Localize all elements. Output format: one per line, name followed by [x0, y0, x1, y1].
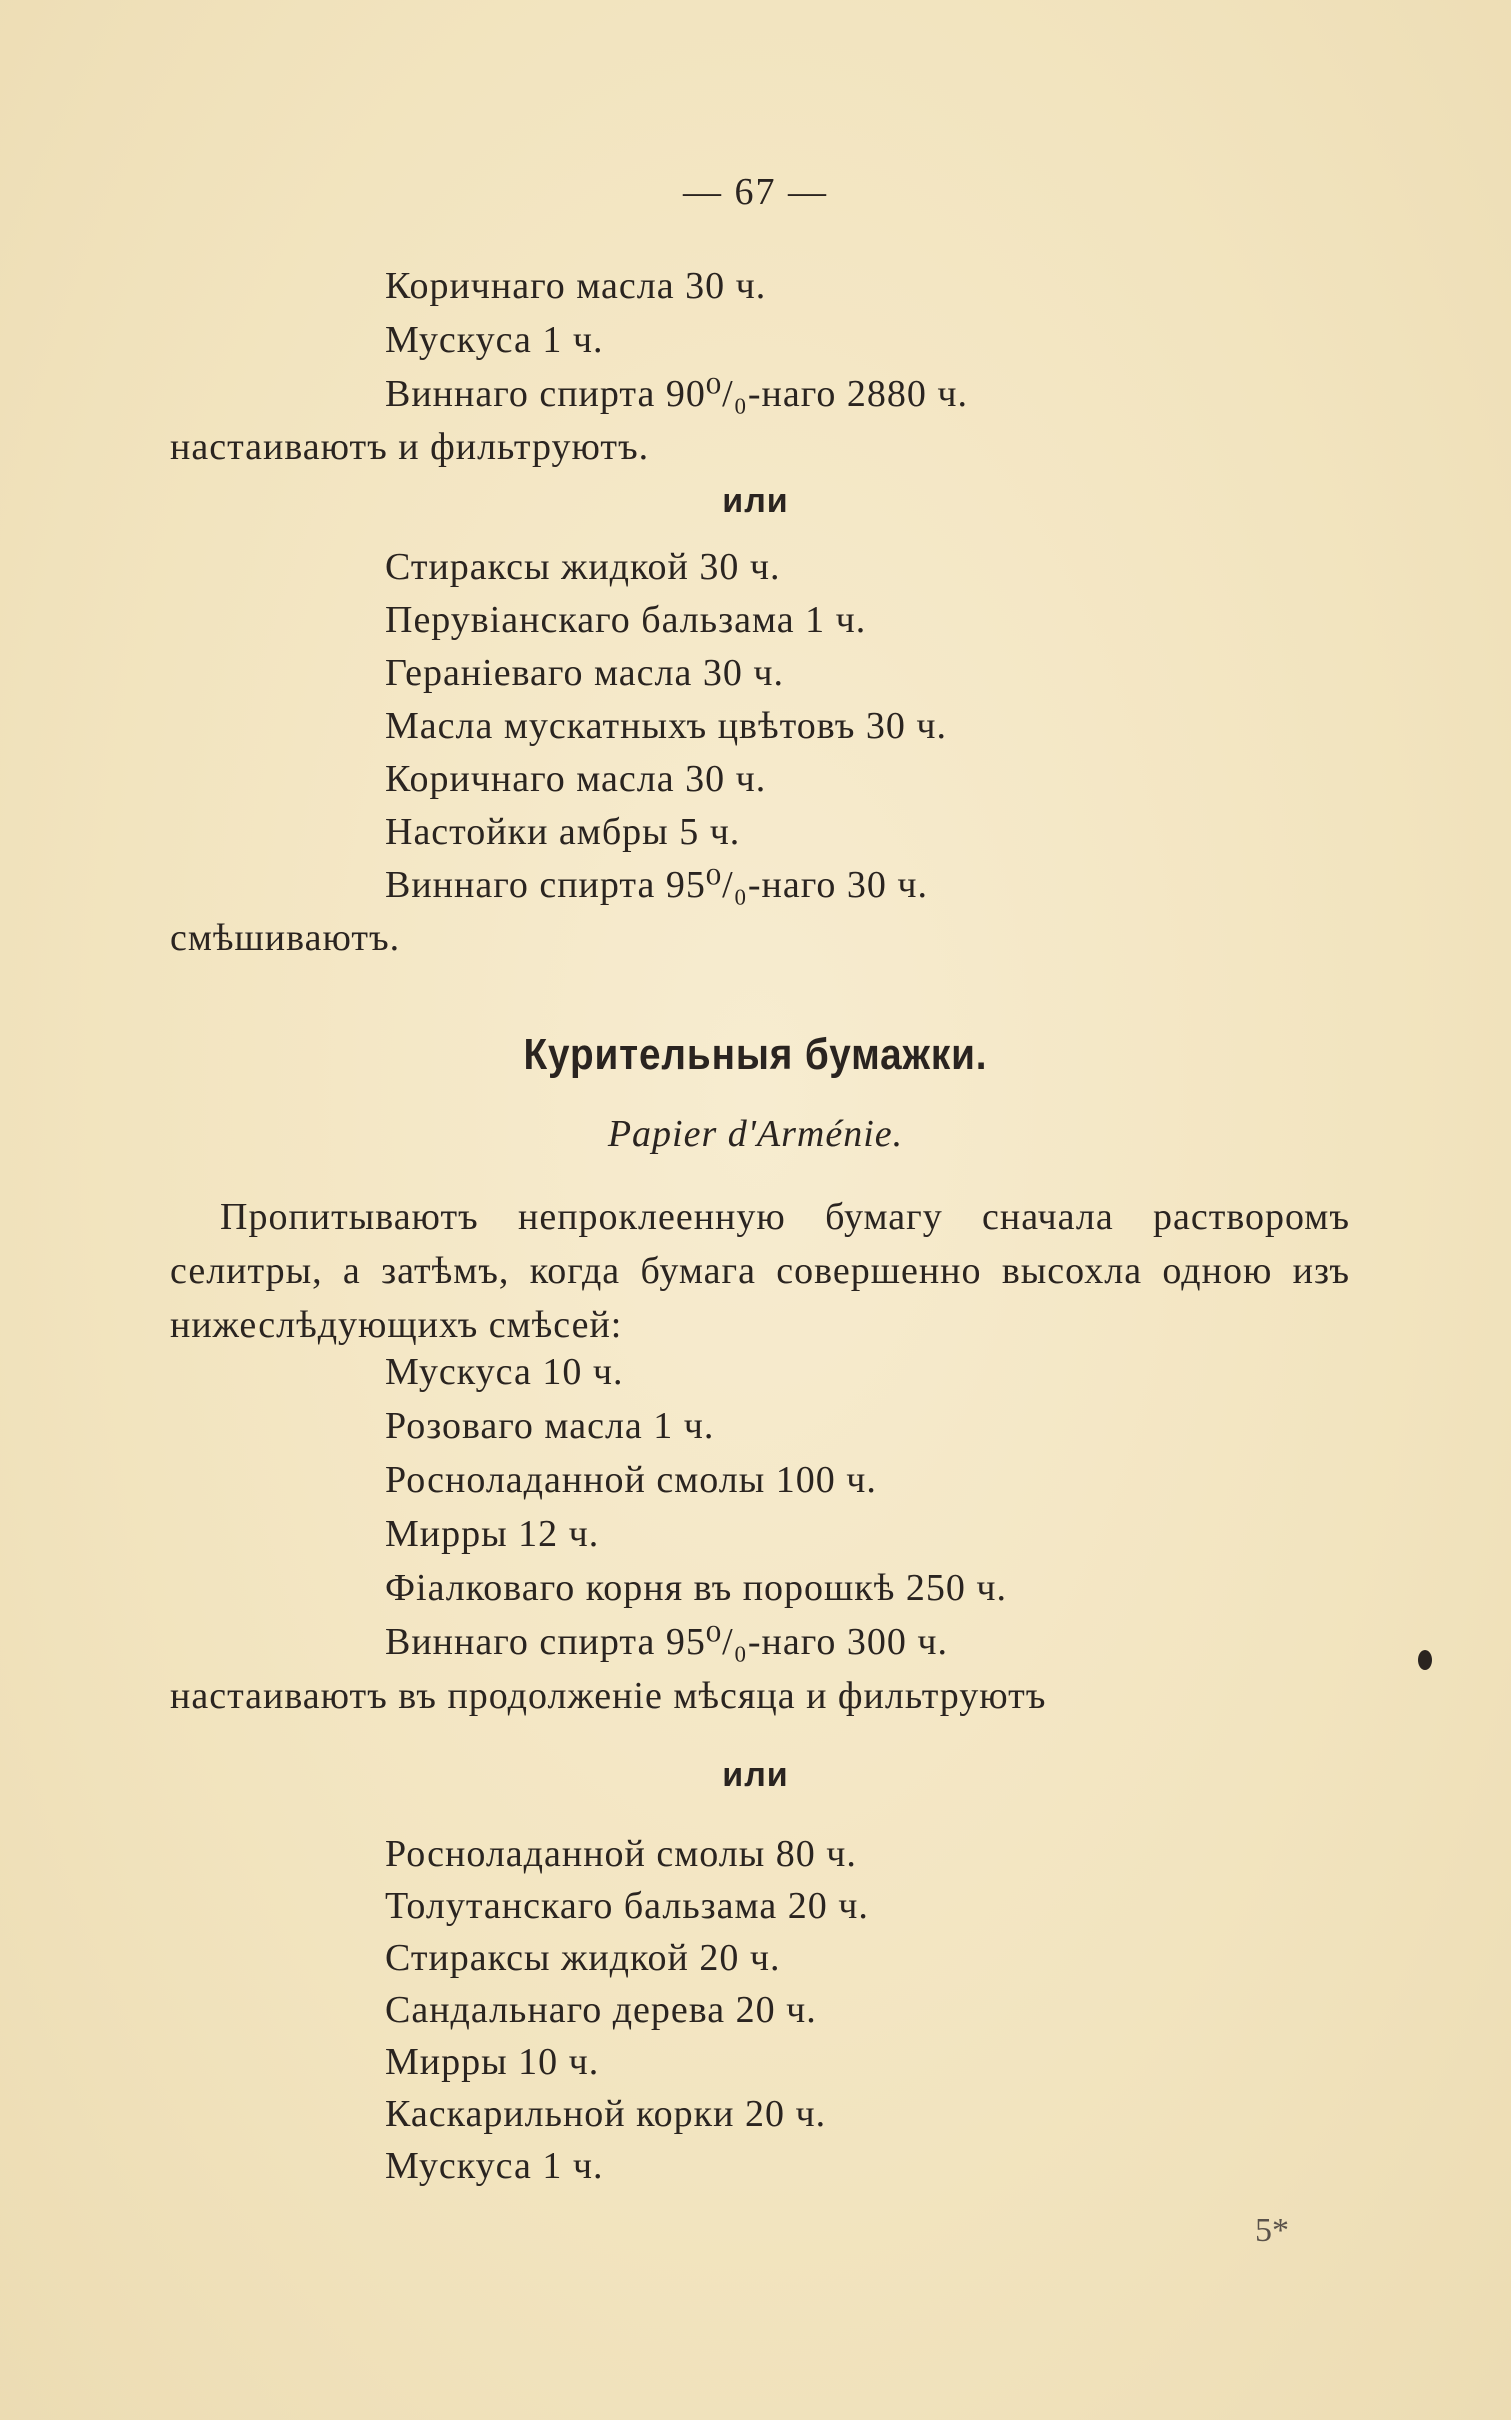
intro-paragraph: Пропитываютъ непроклеенную бумагу сначала растворомъ селитры, а затѣмъ, когда бумага совершенно высохла одною изъ нижеслѣдующихъ смѣсей: [170, 1196, 1350, 1346]
recipe-line: Толутанскаго бальзама 20 ч. [385, 1885, 869, 1927]
recipe-line: Гераніеваго масла 30 ч. [385, 652, 784, 694]
recipe-line: Мускуса 1 ч. [385, 2145, 604, 2187]
recipe-instruction: настаиваютъ въ продолженіе мѣсяца и фильтруютъ [170, 1675, 1047, 1717]
signature-mark: 5* [1255, 2212, 1289, 2249]
recipe-instruction: смѣшиваютъ. [170, 917, 401, 959]
section-subtitle: Papier d'Arménie. [607, 1113, 904, 1155]
recipe-line: Росноладанной смолы 80 ч. [385, 1833, 857, 1875]
recipe-line: Фіалковаго корня въ порошкѣ 250 ч. [385, 1567, 1008, 1609]
recipe-line: Розоваго масла 1 ч. [385, 1405, 715, 1447]
recipe-line: Мускуса 10 ч. [385, 1351, 624, 1393]
recipe-line: Перувіанскаго бальзама 1 ч. [385, 599, 867, 641]
recipe-line: Сандальнаго дерева 20 ч. [385, 1989, 817, 2031]
recipe-line: Виннаго спирта 90⁰/₀-наго 2880 ч. [385, 373, 968, 415]
recipe-line: Коричнаго масла 30 ч. [385, 758, 767, 800]
recipe-line: Коричнаго масла 30 ч. [385, 265, 767, 307]
ink-spot [1418, 1650, 1432, 1670]
recipe-line: Виннаго спирта 95⁰/₀-наго 300 ч. [385, 1621, 948, 1663]
recipe-line: Виннаго спирта 95⁰/₀-наго 30 ч. [385, 864, 928, 906]
recipe-line: Мускуса 1 ч. [385, 319, 604, 361]
recipe-line: Стираксы жидкой 30 ч. [385, 546, 781, 588]
separator-or: или [722, 1756, 789, 1794]
recipe-instruction: настаиваютъ и фильтруютъ. [170, 426, 650, 468]
page-number: — 67 — [683, 171, 828, 213]
section-heading: Курительныя бумажки. [523, 1030, 988, 1079]
recipe-line: Мирры 10 ч. [385, 2041, 600, 2083]
recipe-line: Масла мускатныхъ цвѣтовъ 30 ч. [385, 705, 947, 747]
recipe-line: Настойки амбры 5 ч. [385, 811, 741, 853]
separator-or: или [722, 482, 789, 520]
recipe-line: Росноладанной смолы 100 ч. [385, 1459, 877, 1501]
recipe-line: Мирры 12 ч. [385, 1513, 600, 1555]
recipe-line: Каскарильной корки 20 ч. [385, 2093, 827, 2135]
recipe-line: Стираксы жидкой 20 ч. [385, 1937, 781, 1979]
